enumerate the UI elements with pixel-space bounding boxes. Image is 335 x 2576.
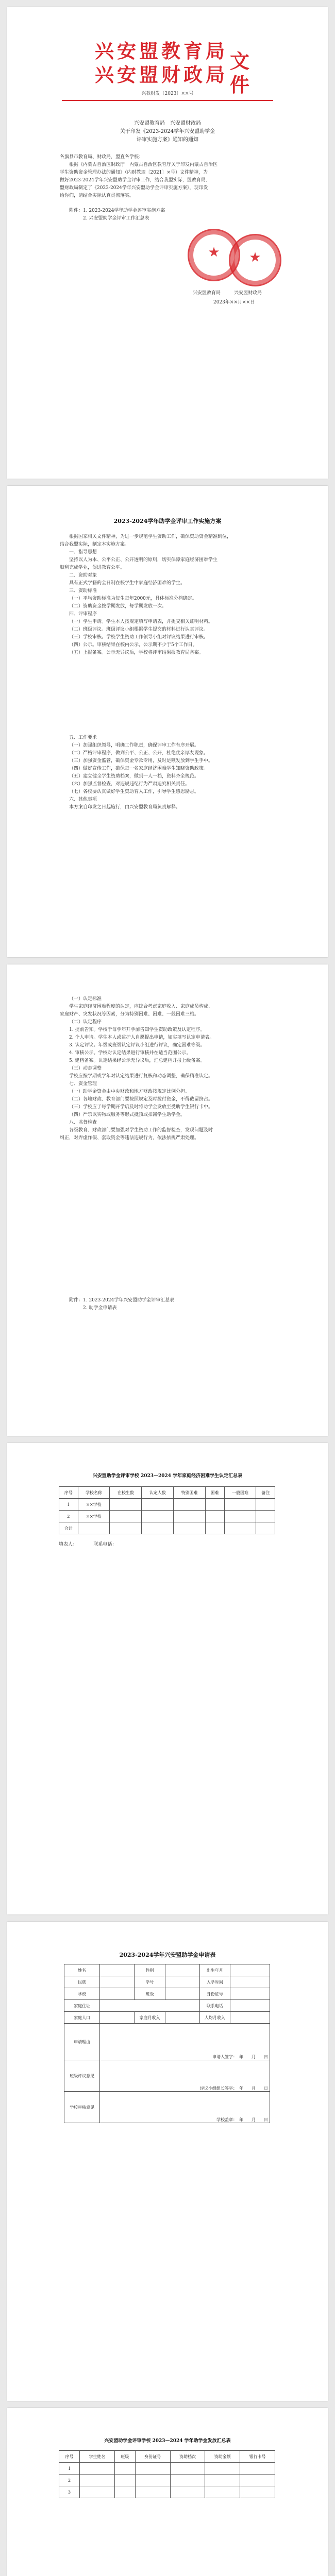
sign-label: 申请人签字：	[212, 2055, 235, 2059]
table-header-cell: 认定人数	[142, 1487, 174, 1499]
form-row	[64, 1988, 270, 2000]
form-label: 申请理由	[64, 2024, 100, 2060]
heading-line: （三）动态调整	[69, 1066, 102, 1071]
red-divider	[62, 100, 273, 101]
table-cell	[142, 1511, 174, 1522]
table-header-cell: 序号	[59, 2451, 80, 2463]
table-title: 兴安盟助学金评审学校 2023—2024 学年助学金发放汇总表	[104, 2438, 231, 2444]
form-label: 学校	[64, 1988, 100, 2000]
table-cell	[142, 1522, 174, 1534]
table-cell: 1	[59, 1499, 78, 1511]
table-cell	[170, 2486, 205, 2498]
body-line: 做好2023-2024学年兴安盟助学金评审工作，结合我盟实际，盟教育局、	[60, 178, 210, 183]
body-line: 纠正，对弄虚作假、套取资金等违法违规行为，依法依规严肃处理。	[60, 1136, 199, 1141]
form-value	[100, 2000, 199, 2012]
table-cell	[170, 2475, 205, 2486]
date-label: 年 月 日	[239, 2055, 268, 2059]
form-value	[230, 2012, 270, 2024]
body-line: 本方案自印发之日起施行，由兴安盟教育局负责解释。	[69, 805, 181, 810]
form-label: 学校审核意见	[64, 2092, 100, 2123]
table-cell	[110, 1511, 142, 1522]
letterhead-org-1: 兴安盟教育局	[95, 40, 228, 62]
document-title	[7, 120, 328, 144]
body-line: （五）上报备案。公示无异议后，学校将评审结果报教育局备案。	[69, 650, 204, 655]
addressee: 各旗县市教育局、财政局，盟直各学校：	[60, 155, 144, 160]
form-label: 人均月收入	[199, 2012, 230, 2024]
table-cell	[224, 1522, 256, 1534]
form-label: 性别	[135, 1964, 165, 1976]
table-header-cell: 学生姓名	[79, 2451, 114, 2463]
table-cell	[110, 1522, 142, 1534]
section-body	[60, 533, 276, 811]
form-section	[100, 2092, 270, 2123]
table-cell	[224, 1511, 256, 1522]
table-header-cell: 序号	[59, 1487, 78, 1499]
application-form	[64, 1964, 270, 2123]
table-cell	[224, 1499, 256, 1511]
body-line: （四）严禁以实物或服务等形式抵顶或扣减学生助学金。	[69, 1112, 186, 1117]
table-header-cell: 在校生数	[110, 1487, 142, 1499]
body-line: 家庭财产、突发状况等因素，分为特别困难、困难、一般困难三档。	[60, 1012, 199, 1017]
body-line: 3. 认定评议。年级或班级认定评议小组进行评议，确定困难等级。	[69, 1043, 205, 1048]
table-cell	[240, 2486, 275, 2498]
body-line: （三）学校应于每学期开学后及时将助学金发放至受助学生银行卡中。	[69, 1105, 213, 1110]
form-section	[100, 2024, 270, 2060]
section-title: 2023-2024学年助学金评审工作实施方案	[113, 518, 222, 524]
table-cell	[205, 2486, 240, 2498]
table-cell	[78, 1522, 110, 1534]
form-label: 身份证号	[199, 1988, 230, 2000]
body-line: 根据《内蒙古自治区财政厅 内蒙古自治区教育厅关于印发内蒙古自治区	[69, 162, 218, 167]
sign-date: 2023年××月××日	[213, 300, 255, 305]
body-line: 学生资助资金管理办法的通知》（内财教规〔2021〕×号）文件精神，为	[60, 170, 208, 175]
attachment-line: 附件：1. 2023-2024学年兴安盟助学金评审汇总表	[69, 1298, 175, 1303]
official-seal: ★	[188, 229, 240, 281]
letterhead-org-2: 兴安盟财政局	[95, 63, 228, 86]
attachment-line: 附件：1. 2023-2024学年助学金评审实施方案	[69, 208, 165, 213]
heading-line: 四、评审程序	[69, 612, 97, 617]
document-number: 兴教财发〔2023〕××号	[141, 91, 194, 96]
table-row	[59, 1522, 275, 1534]
title-line: 兴安盟教育局 兴安盟财政局	[134, 121, 201, 126]
table-header-cell: 学校名称	[78, 1487, 110, 1499]
heading-line: 三、资助标准	[69, 588, 97, 594]
body-line: 5. 建档备案。认定结果经公示无异议后，汇总建档并报上级备案。	[69, 1058, 205, 1063]
heading-line: 二、资助对象	[69, 573, 97, 578]
form-row	[64, 2092, 270, 2123]
form-label: 入学时间	[199, 1976, 230, 1988]
form-label: 出生年月	[199, 1964, 230, 1976]
table-header-cell: 一般困难	[224, 1487, 256, 1499]
body-line: 结合我盟实际，制定本实施方案。	[60, 542, 130, 547]
table-row	[59, 2475, 275, 2486]
title-line: 评审实施方案》通知的通知	[137, 137, 198, 143]
table-cell: 合计	[59, 1522, 78, 1534]
form-value	[165, 1976, 199, 1988]
form-value	[165, 1964, 199, 1976]
table-header-cell: 资助档次	[170, 2451, 205, 2463]
title-line: 关于印发《2023-2024学年兴安盟助学金	[120, 129, 215, 134]
body-line: 各级教育、财政部门要加强对学生资助工作的监督检查，发现问题及时	[69, 1128, 213, 1133]
signatory: 兴安盟财政局	[234, 291, 262, 296]
form-title: 2023-2024学年兴安盟助学金申请表	[119, 1952, 216, 1958]
table-cell	[256, 1499, 275, 1511]
table-cell	[256, 1522, 275, 1534]
date-label: 年 月 日	[239, 2086, 268, 2091]
body-line: （二）资助资金按学期发放，每学期发放一次。	[69, 604, 167, 609]
section-body	[60, 995, 276, 1312]
body-line: （一）助学金资金由中央财政和地方财政按规定比例分担。	[69, 1089, 190, 1094]
form-value	[230, 1988, 270, 2000]
official-seal: ★	[229, 234, 281, 286]
table-cell	[174, 1511, 206, 1522]
heading-line: 一、指导思想	[69, 550, 97, 555]
table-row	[59, 1499, 275, 1511]
body-line: 根据国家相关文件精神，为进一步规范学生资助工作，确保资助资金精准到位，	[69, 534, 232, 539]
body-line: （一）平均资助标准为每生每年2000元，具体标准分档确定。	[69, 596, 197, 601]
body-line: （三）学校审核。学校学生资助工作领导小组对评议结果进行审核。	[69, 635, 209, 640]
heading-line: 五、工作要求	[69, 735, 97, 740]
form-value	[165, 1988, 199, 2000]
table-cell	[170, 2463, 205, 2475]
table-cell	[114, 2486, 135, 2498]
document-page-1	[7, 7, 328, 479]
table-cell	[206, 1511, 225, 1522]
table-cell	[79, 2463, 114, 2475]
body-line: 给你们，请结合实际认真贯彻落实。	[60, 193, 135, 198]
table-cell	[205, 2475, 240, 2486]
form-value	[100, 2012, 135, 2024]
form-value	[100, 1964, 135, 1976]
table-row	[59, 2486, 275, 2498]
table-cell	[135, 2463, 170, 2475]
table-cell	[174, 1499, 206, 1511]
document-body	[60, 154, 276, 223]
sign-label: 评议小组组长签字：	[200, 2086, 235, 2091]
table-cell	[240, 2475, 275, 2486]
table-cell: 3	[59, 2486, 80, 2498]
table-cell: 2	[59, 2475, 80, 2486]
table-header-cell: 特别困难	[174, 1487, 206, 1499]
table-header-cell: 班级	[114, 2451, 135, 2463]
form-row	[64, 2000, 270, 2012]
body-line: （一）加强组织领导，明确工作职责，确保评审工作有序开展。	[69, 743, 199, 748]
body-line: （二）班级评议。班级评议小组根据学生提交的材料进行认真评议。	[69, 627, 209, 632]
document-page-6	[7, 2408, 328, 2576]
distribution-table	[59, 2450, 275, 2498]
form-label: 学号	[135, 1976, 165, 1988]
table-header-cell: 备注	[256, 1487, 275, 1499]
table-header-cell: 银行卡号	[240, 2451, 275, 2463]
table-cell	[240, 2463, 275, 2475]
attachment-line: 2. 助学金申请表	[69, 1306, 117, 1311]
table-cell	[206, 1499, 225, 1511]
form-label: 家庭人口	[64, 2012, 100, 2024]
form-section	[100, 2060, 270, 2092]
table-cell	[114, 2463, 135, 2475]
body-line: 具有正式学籍的全日制在校学生中家庭经济困难的学生。	[69, 581, 186, 586]
form-row	[64, 1976, 270, 1988]
body-line: 学校应按学期或学年对认定结果进行复核和动态调整，确保精准认定。	[69, 1074, 213, 1079]
form-value	[230, 2000, 270, 2012]
heading-line: 八、监督检查	[69, 1120, 97, 1125]
heading-line: 六、其他事项	[69, 797, 97, 802]
table-cell: 2	[59, 1511, 78, 1522]
table-cell: 1	[59, 2463, 80, 2475]
document-page-5	[7, 1922, 328, 2401]
table-header-cell: 资助金额	[205, 2451, 240, 2463]
table-header-cell: 身份证号	[135, 2451, 170, 2463]
attachment-line: 2. 兴安盟助学金评审工作汇总表	[69, 216, 149, 221]
table-title: 兴安盟助学金评审学校 2023—2024 学年家庭经济困难学生认定汇总表	[92, 1473, 243, 1479]
form-label: 联系电话	[199, 2000, 230, 2012]
table-cell	[135, 2486, 170, 2498]
body-line: （二）各地财政、教育部门要按照规定及时拨付资金，不得截留挤占。	[69, 1097, 213, 1102]
form-row	[64, 2060, 270, 2092]
table-header-row	[59, 2451, 275, 2463]
signatory: 兴安盟教育局	[193, 291, 221, 296]
body-line: 2. 个人申请。学生本人或监护人自愿提出申请，如实填写认定申请表。	[69, 1035, 214, 1040]
table-cell	[114, 2475, 135, 2486]
body-line: （三）加强资金监管，确保资金专款专用，及时足额发放到学生手中。	[69, 758, 213, 764]
form-row	[64, 2024, 270, 2060]
table-cell	[79, 2486, 114, 2498]
form-label: 班级	[135, 1988, 165, 2000]
table-cell	[79, 2475, 114, 2486]
form-row	[64, 1964, 270, 1976]
document-page-3	[7, 964, 328, 1436]
table-cell: ××学校	[78, 1511, 110, 1522]
summary-table	[59, 1486, 275, 1534]
document-page-2	[7, 486, 328, 957]
sign-label: 学校盖章：	[216, 2117, 235, 2122]
body-line: （二）严格评审程序，做到公平、公正、公开，杜绝优亲厚友现象。	[69, 751, 209, 756]
table-cell	[174, 1522, 206, 1534]
body-line: （四）做好宣传工作，确保每一名家庭经济困难学生知晓资助政策。	[69, 766, 209, 771]
table-cell	[142, 1499, 174, 1511]
heading-line: （二）认定程序	[69, 1020, 102, 1025]
form-value	[100, 1988, 135, 2000]
form-value	[230, 1976, 270, 1988]
letterhead-suffix: 文件	[230, 49, 250, 96]
table-header-cell: 困难	[206, 1487, 225, 1499]
form-row	[64, 2012, 270, 2024]
table-cell: ××学校	[78, 1499, 110, 1511]
fill-note: 填表人： 联系电话：	[59, 1542, 117, 1547]
form-value	[230, 1964, 270, 1976]
body-line: （六）加强监督检查，对违规违纪行为严肃追究相关责任。	[69, 782, 190, 787]
body-line: 4. 审核公示。学校对认定结果进行审核并在适当范围公示。	[69, 1050, 191, 1056]
date-label: 年 月 日	[239, 2117, 268, 2122]
table-row	[59, 2463, 275, 2475]
form-label: 姓名	[64, 1964, 100, 1976]
body-line: 1. 提前告知。学校于每学年开学前告知学生资助政策及认定程序。	[69, 1027, 205, 1032]
form-value	[165, 2012, 199, 2024]
table-row	[59, 1511, 275, 1522]
form-value	[100, 1976, 135, 1988]
form-label: 民族	[64, 1976, 100, 1988]
table-cell	[206, 1522, 225, 1534]
table-cell	[256, 1511, 275, 1522]
heading-line: （一）认定标准	[69, 996, 102, 1002]
table-cell	[135, 2475, 170, 2486]
table-header-row	[59, 1487, 275, 1499]
form-label: 班级评议意见	[64, 2060, 100, 2092]
body-line: （五）建立健全学生资助档案，做到一人一档，资料齐全规范。	[69, 774, 199, 779]
body-line: （七）各校要认真做好学生资助育人工作，引导学生感恩励志。	[69, 789, 199, 794]
form-label: 家庭月收入	[135, 2012, 165, 2024]
heading-line: 七、资金管理	[69, 1081, 97, 1087]
body-line: （一）学生申请。学生本人按规定填写申请表，并提交相关证明材料。	[69, 619, 213, 624]
body-line: 坚持以人为本、公平公正、公开透明的原则，切实保障家庭经济困难学生	[69, 557, 218, 563]
table-cell	[205, 2463, 240, 2475]
body-line: 顺利完成学业，促进教育公平。	[60, 565, 125, 570]
form-label: 家庭住址	[64, 2000, 100, 2012]
table-cell	[110, 1499, 142, 1511]
body-line: 盟财政局制定了《2023-2024学年兴安盟助学金评审实施方案》，现印发	[60, 185, 208, 191]
document-page-4	[7, 1443, 328, 1914]
body-line: 学生家庭经济困难程度的认定，应综合考虑家庭收入、家庭成员构成、	[69, 1004, 213, 1009]
body-line: （四）公示。审核结果在校内公示，公示期不少于5个工作日。	[69, 642, 197, 648]
